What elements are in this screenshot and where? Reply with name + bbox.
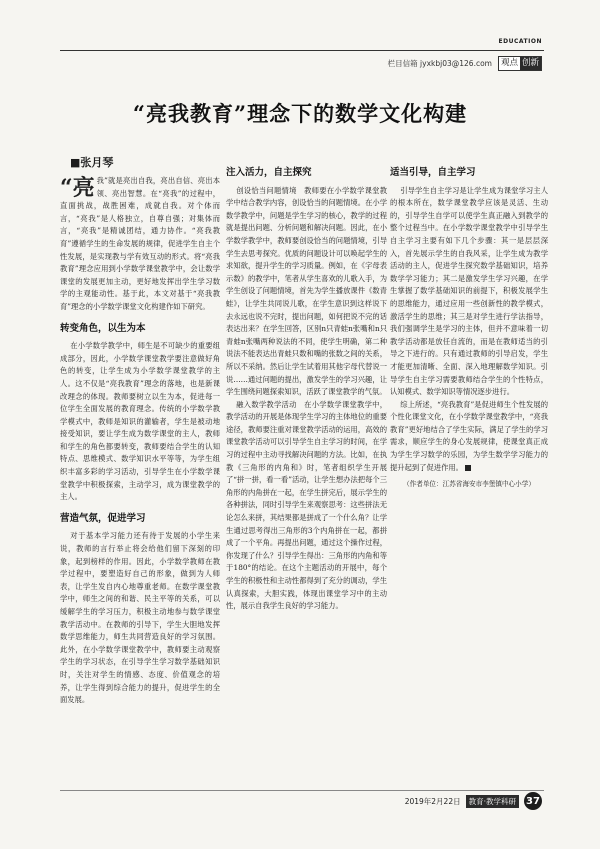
intro-paragraph <box>60 175 220 314</box>
section-3-paragraph-1: 创设恰当问题情境 教师要在小学数学课堂教学中结合教学内容，创设恰当的问题情境。在小学数学教学中，问题是学生学习的核心，教学的过程就是提出问题、分析问题和解决问题。因此，在小学数学教学中，教师要创设恰当的问题情境，引导学生去思考探究。优质的问题设计可以唤起学生的求知欲，提升学生的学习质量。例如，在《字母表示数》的教学中，笔者从学生喜欢的儿歌入手，为学生创设了问题情境，首先为学生播放课件《数青蛙》，让学生共同说儿歌，在学生意识到这样说下去永远也说不完时，提出问题，如何把说不完的话表达出来？在学生回答，区别n只青蛙n张嘴和n只青蛙n张嘴两种说法的不同，使学生明确，第二种说法不能表达出青蛙只数和嘴的张数之间的关系，所以不采纳。然后让学生试着用其他字母代替说一说……通过问题的提出，激发学生的学习兴趣，让学生围绕问题探索知识，活跃了课堂教学的气氛。 <box>226 185 387 397</box>
intro-text: 我”就是亮出自我，亮出自信、亮出本领、亮出智慧。在“亮我”的过程中，直面挑战，战胜困难，成就自我。对个体而言，“亮我”是人格独立，自尊自强；对集体而言，“亮我”是精诚团结，通力协作。“亮我教育”遵循学生的生命发展的规律，促进学生自主个性发展，是实现教与学有效互动的形式。将“亮我教育”理念应用到小学数学课堂教学中，会让数学课堂的发展更加主动，更好地发挥出学生学习数学的主观能动性。基于此，本文对基于“亮我教育”理念的小学数学课堂文化构建作如下研究。 <box>60 176 220 311</box>
text-column-2 <box>226 158 387 775</box>
end-mark-icon <box>465 465 471 471</box>
drop-cap: “亮 <box>60 175 95 201</box>
section-2-paragraph: 对于基本学习能力还有待于发展的小学生来说，教师的言行举止将会给他们留下深刻的印象，起到榜样的作用。因此，小学数学教师在教学过程中，要塑造好自己的形象，做到为人师表，让学生发自内心地尊重老师。在数学课堂教学中，师生之间的和谐、民主平等的关系，可以缓解学生的学习压力，积极主动地参与数学课堂教学活动中。在教师的引导下，学生大胆地发挥数学思维能力，师生共同营造良好的学习氛围。此外，在小学数学课堂教学中，教师要主动观察学生的学习状态，在引导学生学习数学基础知识时，关注对学生的情感、态度、价值观念的培养，让学生得到综合能力的提升，促进学生的全面发展。 <box>60 531 220 705</box>
section-heading-2: 营造气氛，促进学习 <box>60 512 146 524</box>
column-name-part1: 观点 <box>500 58 518 68</box>
section-heading-1: 转变角色，以生为本 <box>60 322 146 334</box>
header-rule <box>60 50 544 51</box>
column-header <box>388 56 542 71</box>
page-number: 37 <box>524 792 542 810</box>
section-1-paragraph: 在小学数学教学中，师生是不可缺少的重要组成部分，因此，小学数学课堂教学要注意做好角色的转变，让学生成为小学数学课堂教学的主人。这不仅是“亮我教育”理念的落地，也是新课改理念的体现。教师要树立以生为本，促进每一位学生全面发展的教育理念。传统的小学数学教学模式中，教师是知识的灌输者，学生是被动地接受知识，要让学生成为数学课堂的主人，教师和学生的角色都要转变，教师要结合学生的认知特点、思维模式、数学知识水平等等，为学生组织丰富多彩的学习活动，引导学生在小学数学课堂教学中积极探索，主动学习，成为课堂教学的主人。 <box>60 341 220 502</box>
section-4-paragraph: 引导学生自主学习是让学生成为课堂学习主人的根本所在，数学课堂教学应该是灵活、生动的，引导学生自学可以使学生真正融入到教学的整个过程当中。在小学数学课堂教学中引导学生自主学习主要有如下几个步骤：其一是层层深入，首先展示学生的自我风采，让学生成为教学活动的主人，促进学生探究数学基础知识，培养数学学习能力；其二是激发学生学习兴趣，在学生掌握了数学基础知识的前提下，积极发展学生的思维能力，通过应用一些创新性的教学模式，激活学生的思维；其三是对学生进行学法指导，我们强调学生是学习的主体，但并不意味着一切教学活动都是放任自流的，而是在教师适当的引导之下进行的。只有通过教师的引导启发，学生才能更加清晰、全面、深入地理解数学知识。引导学生自主学习需要教师结合学生的个性特点，认知模式、数学知识等情况逐步进行。 <box>390 185 548 397</box>
article-author: ■张月琴 <box>70 156 114 169</box>
page-footer <box>405 792 542 810</box>
section-heading-3: 注入活力，自主探究 <box>226 167 312 178</box>
conclusion-paragraph <box>390 399 548 475</box>
column-name-badge <box>498 56 542 71</box>
section-3-paragraph-2: 融入数学教学活动 在小学数学课堂教学中，教学活动的开展是体现学生学习的主体地位的重要途径，教师要注重对课堂教学活动的运用，高效的课堂教学活动可以引导学生自主学习的时间，在学习的过程中主动寻找解决问题的方法。比如，在执教《三角形的内角和》时，笔者组织学生开展了“拼一拼，看一看”活动，让学生想办法把每个三角形的内角拼在一起，在学生拼完后，展示学生的各种拼法，同时引导学生来观察思考：这些拼法无论怎么来拼，其结果都是拼成了一个什么角？让学生通过思考得出三角形的3个内角拼在一起，都拼成了一个平角。再提出问题，通过这个操作过程，你发现了什么？引导学生得出：三角形的内角和等于180°的结论。在这个主题活动的开展中，每个学生的积极性和主动性都得到了充分的调动，学生认真探索，大胆实践，体现出课堂学习中的主动性，展示自我学生良好的学习能力。 <box>226 399 387 611</box>
magazine-name: 教育·教学科研 <box>466 795 519 808</box>
issue-date: 2019年2月22日 <box>404 796 461 806</box>
footer-rule <box>60 790 544 791</box>
author-affiliation: （作者单位：江苏省海安市李堡镇中心小学） <box>403 480 535 489</box>
text-column-3 <box>390 158 548 775</box>
section-heading-4: 适当引导，自主学习 <box>390 167 476 178</box>
column-name-part2: 创新 <box>521 58 539 68</box>
text-column-1 <box>60 175 220 775</box>
column-email: 栏目信箱 jyxkbj03@126.com <box>387 59 492 68</box>
section-tag: EDUCATION <box>498 38 542 45</box>
article-title: “亮我教育”理念下的数学文化构建 <box>132 101 468 126</box>
conclusion-text: 综上所述，“亮我教育”是促进师生个性发展的个性化课堂文化，在小学数学课堂教学中，“亮我教育”更好地结合了学生实际，满足了学生的学习需求，顺应学生的身心发展规律，使课堂真正成为学生学习数学的乐园，为学生数学学习能力的提升起到了促进作用。 <box>390 399 548 472</box>
